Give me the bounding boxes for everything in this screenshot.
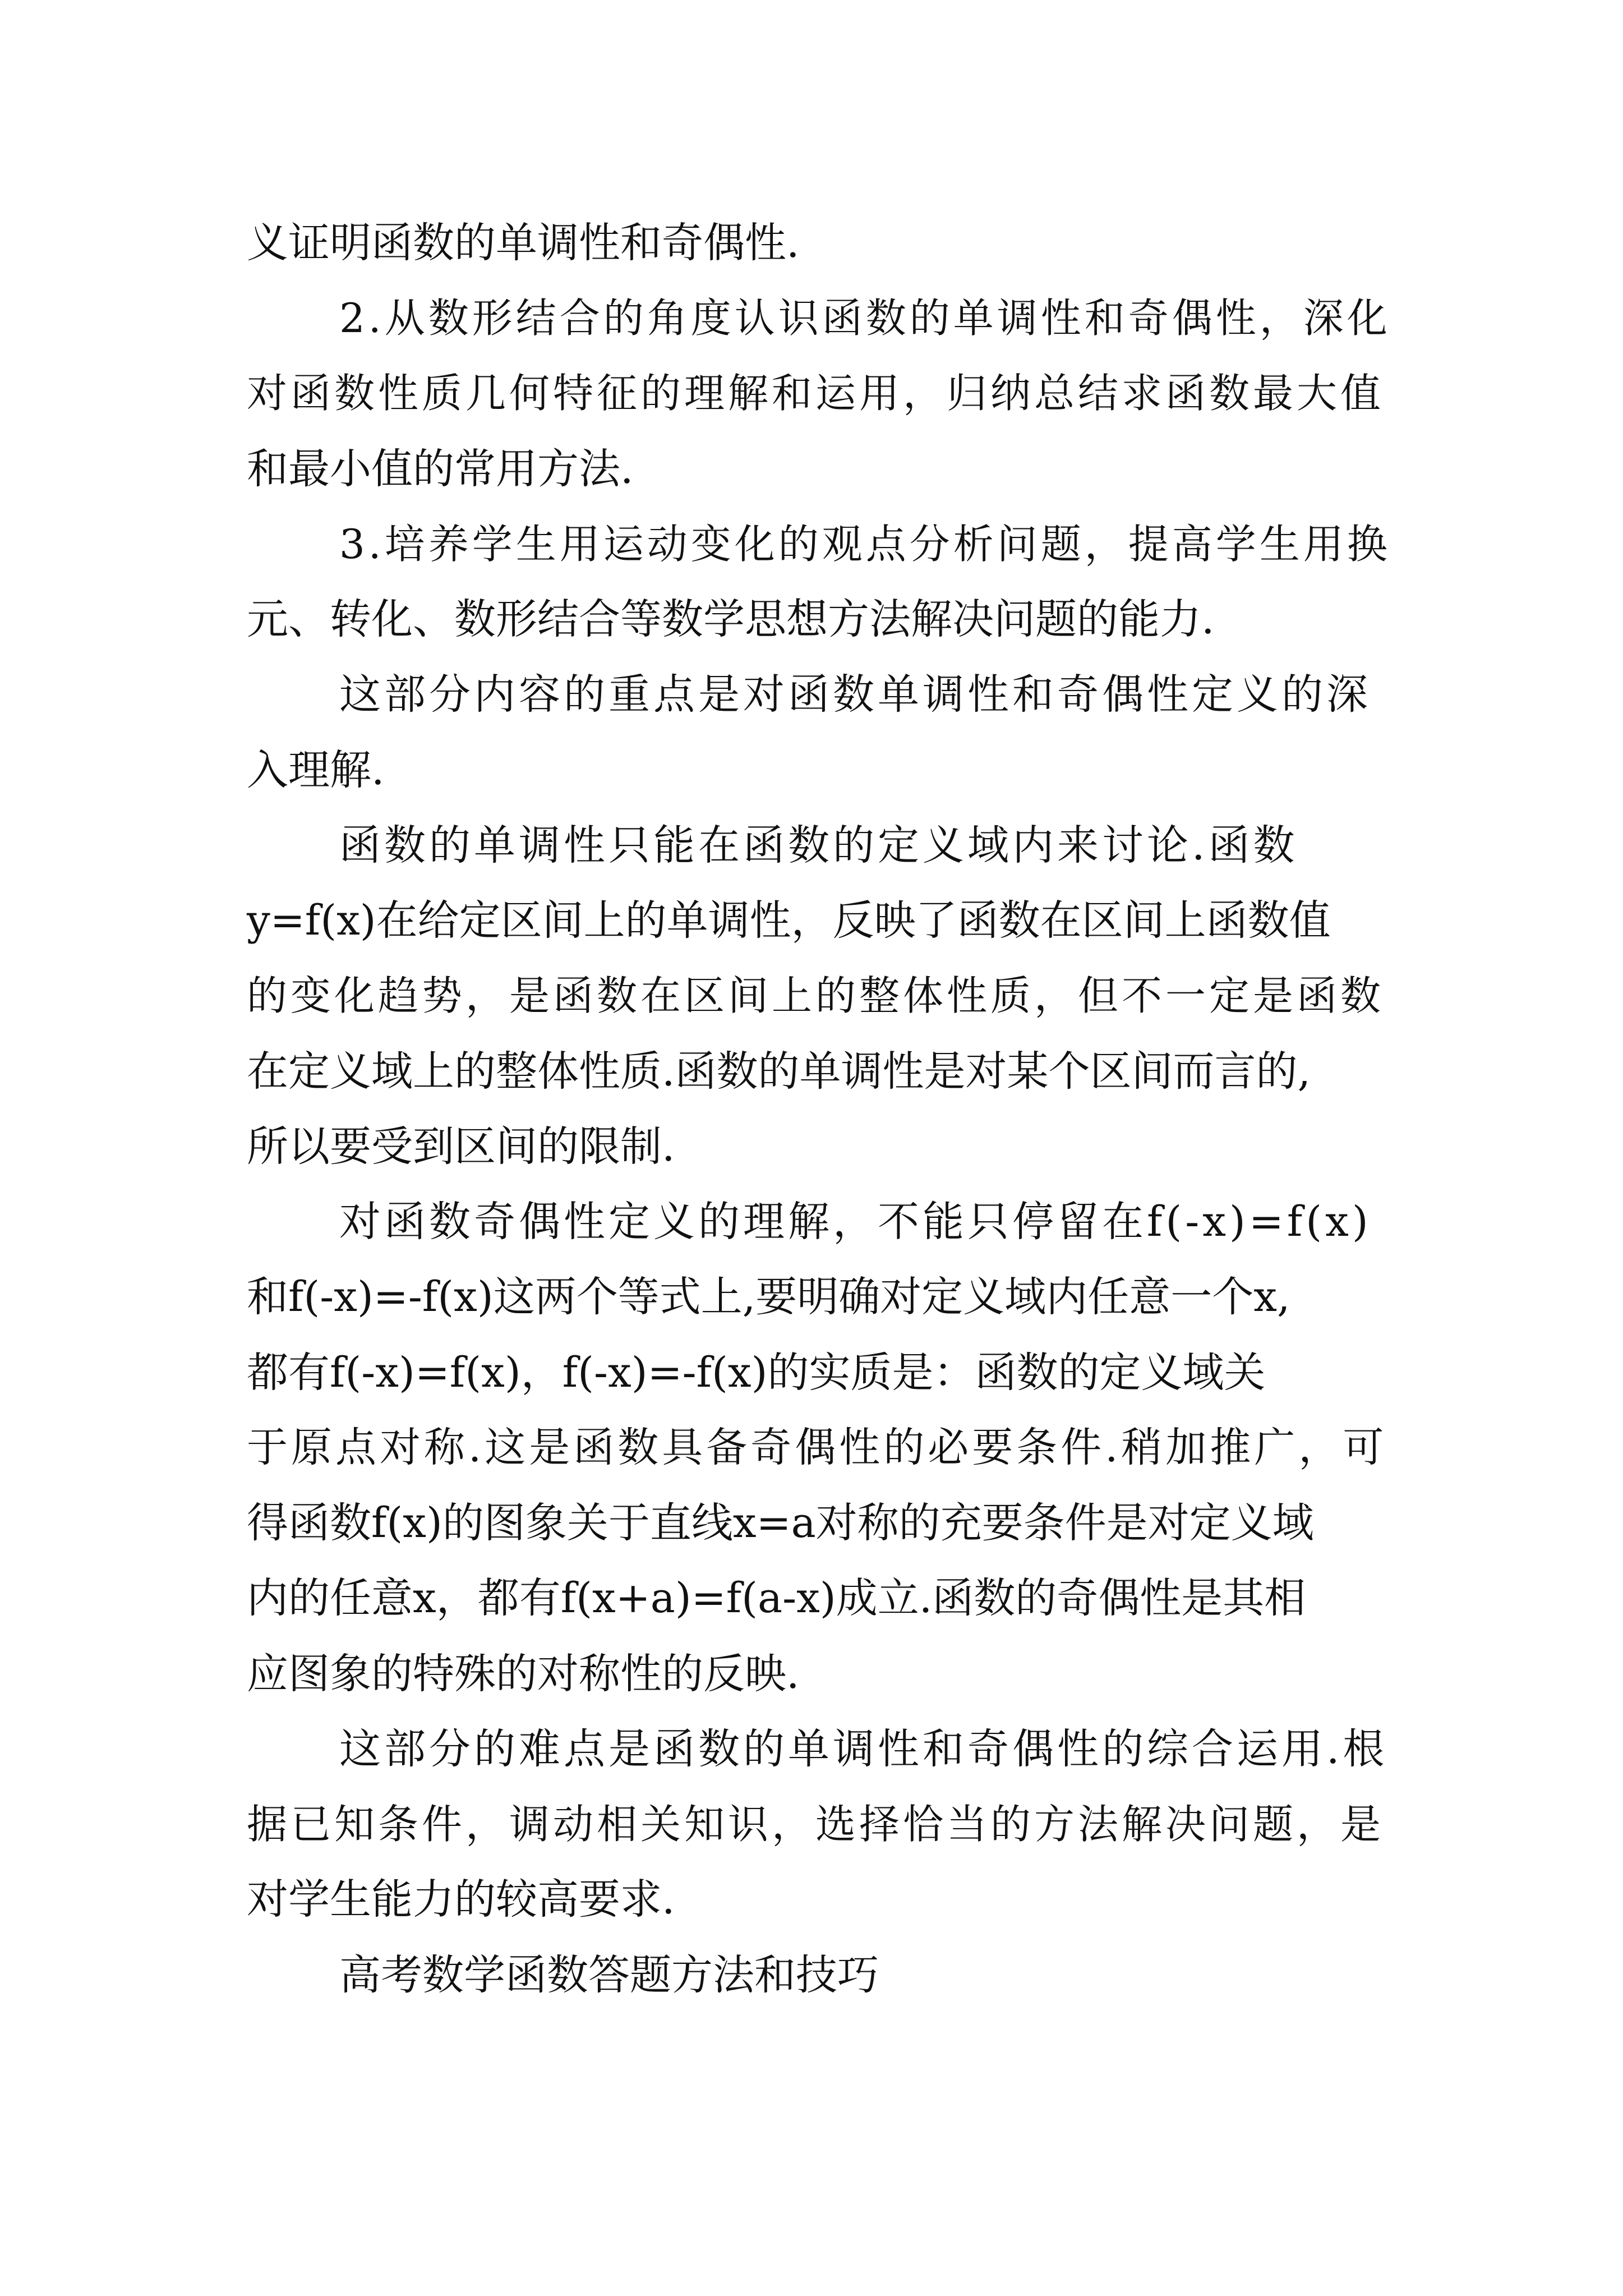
text-line: 内的任意x，都有f(x+a)=f(a-x)成立.函数的奇偶性是其相 <box>247 1574 1306 1622</box>
text-line: 应图象的特殊的对称性的反映. <box>247 1650 800 1698</box>
text-line: 在定义域上的整体性质.函数的单调性是对某个区间而言的, <box>247 1047 1311 1096</box>
section-heading: 高考数学函数答题方法和技巧 <box>339 1951 879 1999</box>
text-line: 和f(-x)=-f(x)这两个等式上,要明确对定义域内任意一个x, <box>247 1273 1290 1321</box>
text-line: 据已知条件，调动相关知识，选择恰当的方法解决问题，是 <box>247 1801 1385 1848</box>
text-line: 这部分的难点是函数的单调性和奇偶性的综合运用.根 <box>339 1725 1388 1773</box>
text-line: 义证明函数的单调性和奇偶性. <box>247 219 800 267</box>
text-line: 入理解. <box>247 746 385 794</box>
text-line: 2.从数形结合的角度认识函数的单调性和奇偶性，深化 <box>339 295 1391 342</box>
text-line: 对函数性质几何特征的理解和运用，归纳总结求函数最大值 <box>247 370 1385 417</box>
text-line: 的变化趋势，是函数在区间上的整体性质，但不一定是函数 <box>247 972 1385 1019</box>
text-line: 都有f(-x)=f(x)，f(-x)=-f(x)的实质是：函数的定义域关 <box>247 1349 1266 1397</box>
text-line: 元、转化、数形结合等数学思想方法解决问题的能力. <box>247 595 1215 643</box>
text-line: 于原点对称.这是函数具备奇偶性的必要条件.稍加推广，可 <box>247 1424 1387 1471</box>
text-line: 和最小值的常用方法. <box>247 445 634 493</box>
text-line: 对函数奇偶性定义的理解，不能只停留在f(-x)=f(x) <box>339 1198 1372 1246</box>
text-line: 所以要受到区间的限制. <box>247 1122 675 1171</box>
text-line: 3.培养学生用运动变化的观点分析问题，提高学生用换 <box>339 521 1391 568</box>
text-line: y=f(x)在给定区间上的单调性，反映了函数在区间上函数值 <box>247 896 1331 945</box>
text-line: 对学生能力的较高要求. <box>247 1875 675 1924</box>
text-line: 得函数f(x)的图象关于直线x=a对称的充要条件是对定义域 <box>247 1499 1314 1547</box>
text-line: 这部分内容的重点是对函数单调性和奇偶性定义的深 <box>339 670 1371 719</box>
text-line: 函数的单调性只能在函数的定义域内来讨论.函数 <box>339 821 1298 869</box>
